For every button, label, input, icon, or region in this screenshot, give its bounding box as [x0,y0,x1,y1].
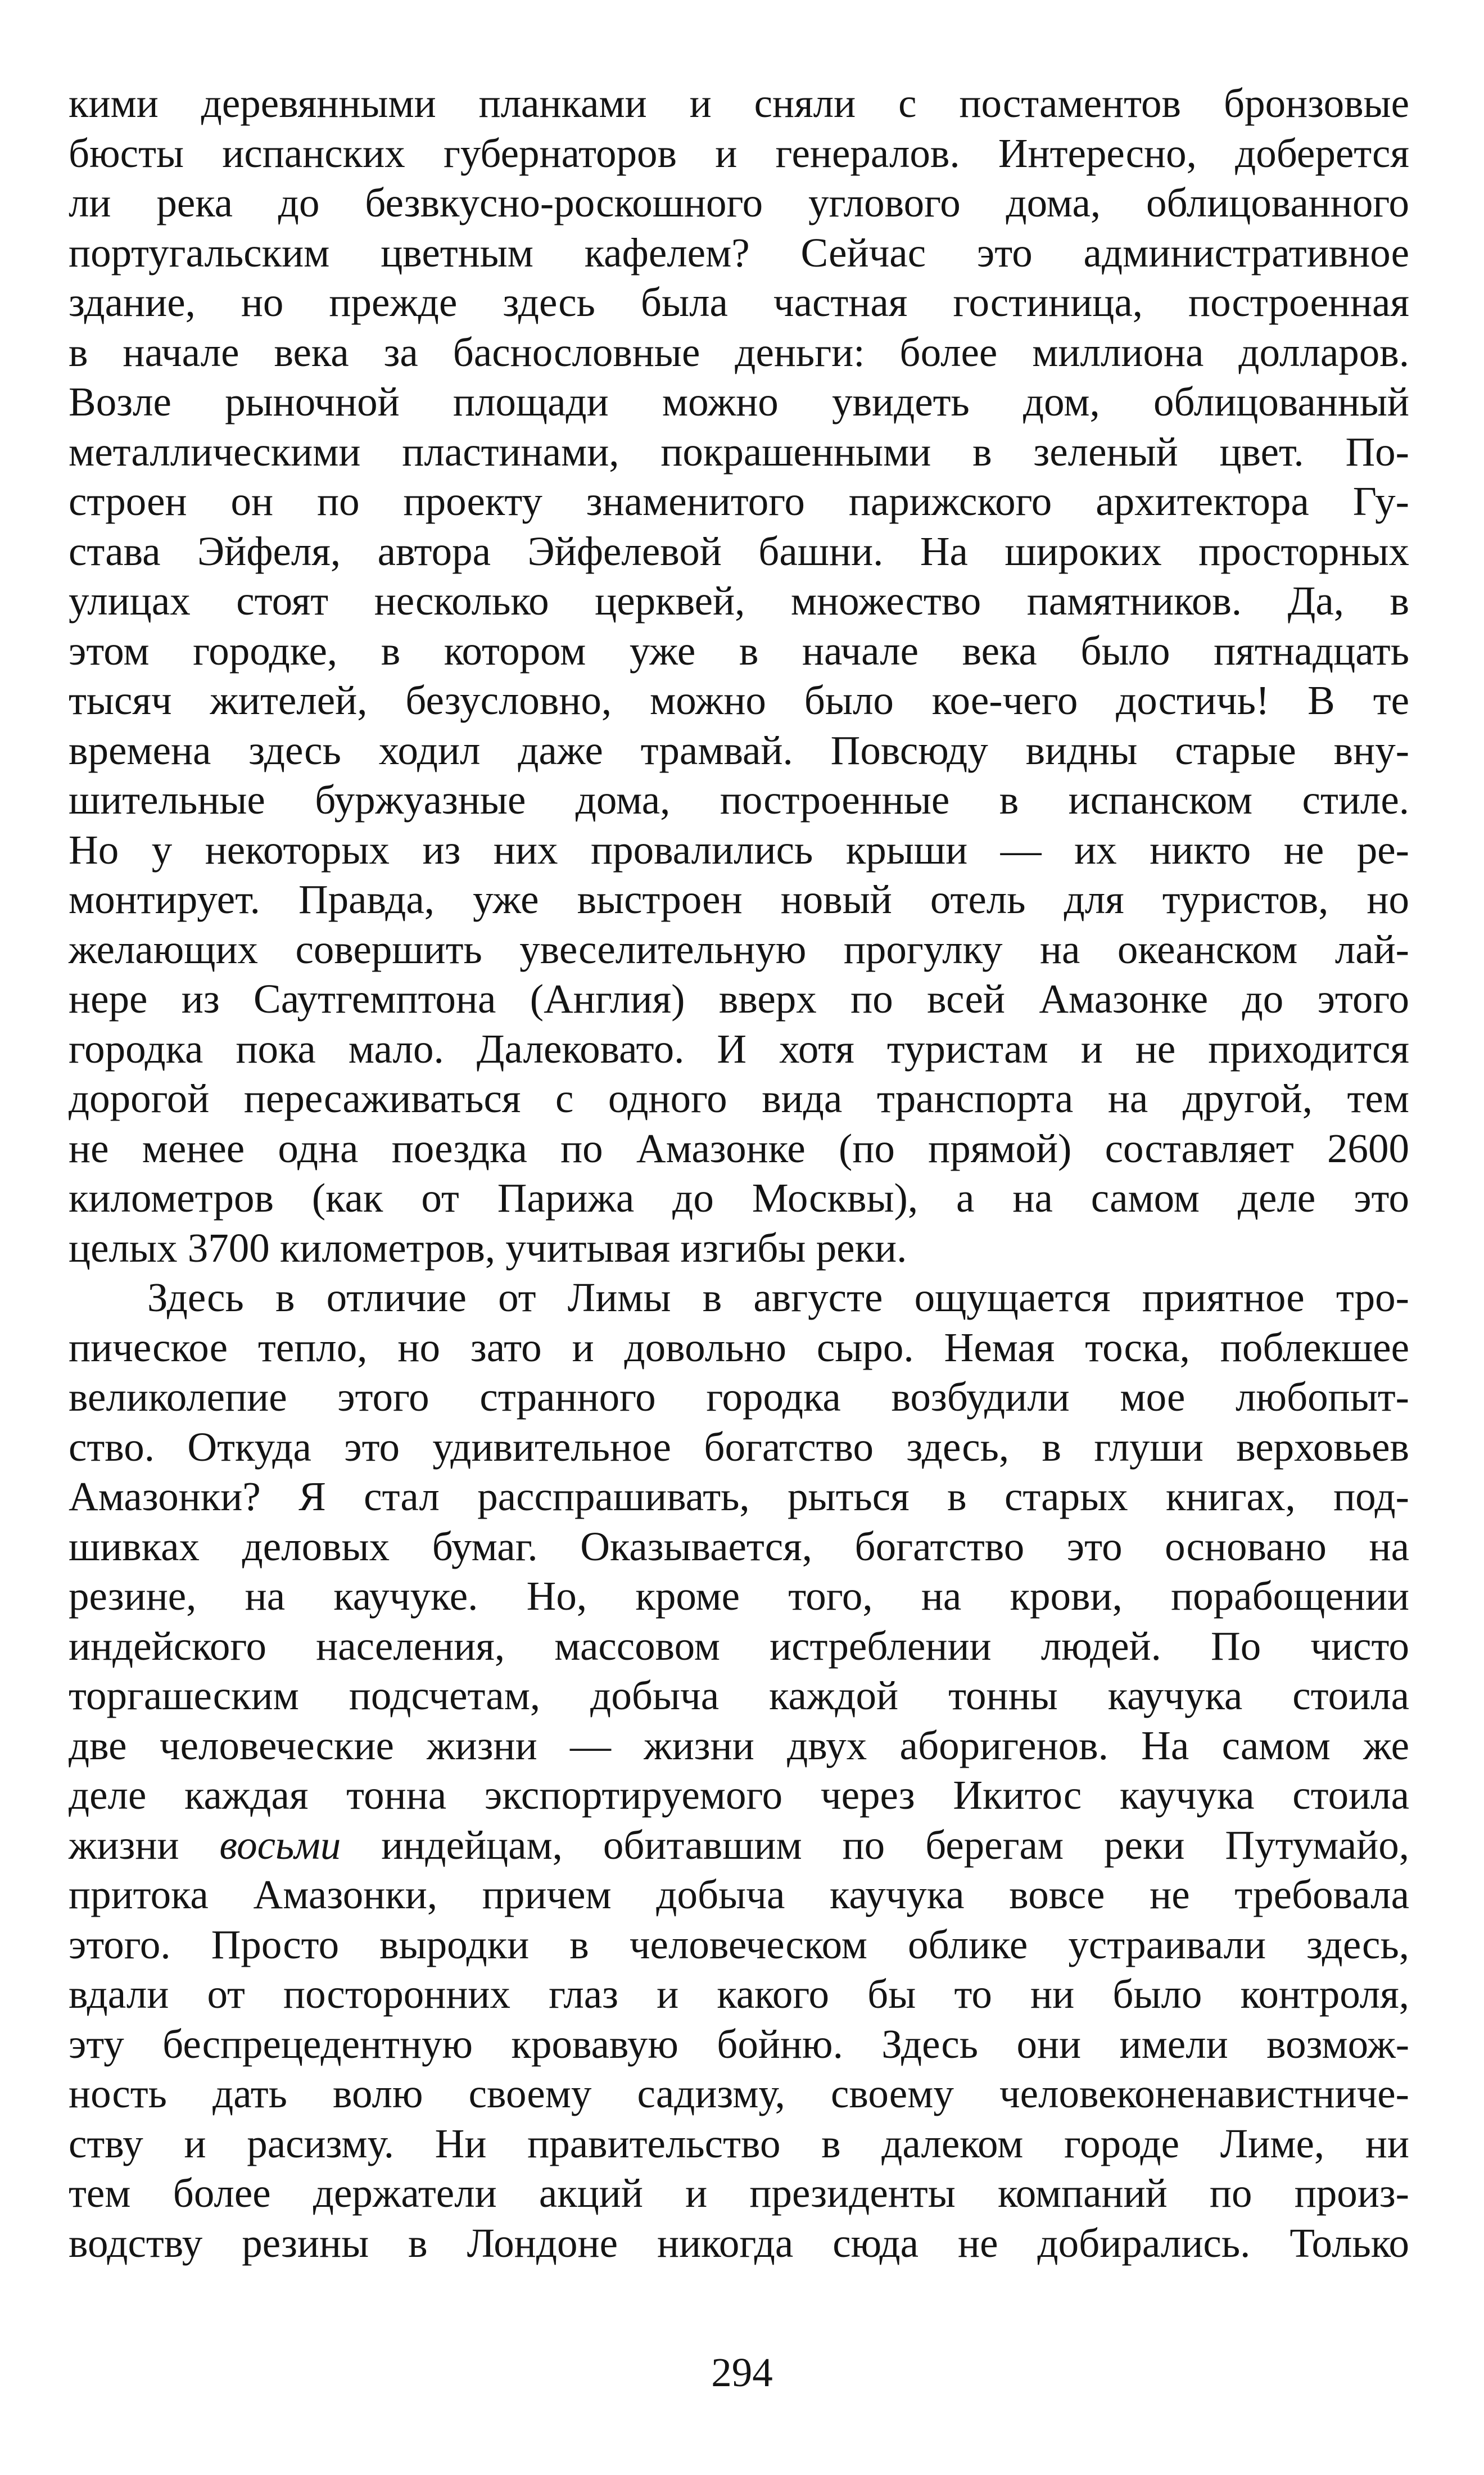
text-line: эту беспрецедентную кровавую бойню. Здесь они имели возмож- [69,2021,1409,2067]
text-line: шительные буржуазные дома, построенные в испанском стиле. [69,777,1409,823]
text-line: шивках деловых бумаг. Оказывается, богатство это основано на [69,1523,1409,1569]
text-line: дорогой пересаживаться с одного вида транспорта на другой, тем [69,1076,1409,1121]
text-line: целых 3700 километров, учитывая изгибы реки. [69,1225,907,1271]
text-line: пическое тепло, но зато и довольно сыро. Немая тоска, поблекшее [69,1324,1409,1370]
text-line: торгашеским подсчетам, добыча каждой тонны каучука стоила [69,1673,1409,1718]
text-line: этого. Просто выродки в человеческом облике устраивали здесь, [69,1921,1409,1967]
text-line: городка пока мало. Далековато. И хотя туристам и не приходится [69,1026,1409,1072]
text-line: металлическими пластинами, покрашенными в зеленый цвет. По- [69,428,1409,475]
text-line: не менее одна поездка по Амазонке (по прямой) составляет 2600 [69,1125,1409,1171]
text-line: ли река до безвкусно-роскошного углового дома, облицованного [69,180,1409,225]
paragraph-1 [69,79,1409,1273]
text-line: притока Амазонки, причем добыча каучука вовсе не требовала [69,1872,1409,1917]
text-line: водству резины в Лондоне никогда сюда не добирались. Только [69,2220,1409,2266]
text-line: две человеческие жизни — жизни двух аборигенов. На самом же [69,1722,1409,1768]
text-line: улицах стоят несколько церквей, множество памятников. Да, в [69,578,1409,624]
line-text-after: индейцам, обитавшим по берегам реки Путумайо, [341,1822,1409,1868]
text-line: португальским цветным кафелем? Сейчас это административное [69,229,1409,275]
text-line: нере из Саутгемптона (Англия) вверх по всей Амазонке до этого [69,976,1409,1022]
text-line: индейского населения, массовом истреблении людей. По чисто [69,1623,1409,1669]
paragraph-2 [69,1273,1409,2268]
text-line-with-emphasis [69,1821,1409,1871]
text-line: в начале века за баснословные деньги: более миллиона долларов. [69,329,1409,375]
text-line: великолепие этого странного городка возбудили мое любопыт- [69,1374,1409,1420]
text-line: желающих совершить увеселительную прогулку на океанском лай- [69,926,1409,972]
text-line: километров (как от Парижа до Москвы), а на самом деле это [69,1175,1409,1221]
text-line: тысяч жителей, безусловно, можно было кое-чего достичь! В те [69,678,1409,723]
page-number: 294 [711,2350,773,2395]
text-line: этом городке, в котором уже в начале века было пятнадцать [69,627,1409,674]
text-line: тем более держатели акций и президенты компаний по произ- [69,2170,1409,2216]
text-line: ству и расизму. Ни правительство в далеком городе Лиме, ни [69,2120,1409,2166]
line-text-before: жизни [69,1822,220,1868]
text-line: времена здесь ходил даже трамвай. Повсюду видны старые вну- [69,727,1409,773]
text-line: става Эйфеля, автора Эйфелевой башни. На широких просторных [69,528,1409,574]
text-line: строен он по проекту знаменитого парижского архитектора Гу- [69,478,1409,524]
text-line: Здесь в отличие от Лимы в августе ощущается приятное тро- [147,1275,1409,1320]
text-line: ство. Откуда это удивительное богатство здесь, в глуши верховьев [69,1424,1409,1470]
text-line: Возле рыночной площади можно увидеть дом, облицованный [69,379,1409,424]
italic-emphasis: восьми [219,1822,341,1868]
text-line: Но у некоторых из них провалились крыши — их никто не ре- [69,826,1409,873]
text-line: вдали от посторонних глаз и какого бы то ни было контроля, [69,1971,1409,2017]
text-line: кими деревянными планками и сняли с постаментов бронзовые [69,80,1409,126]
text-line: бюсты испанских губернаторов и генералов. Интересно, доберется [69,130,1409,176]
text-line: резине, на каучуке. Но, кроме того, на крови, порабощении [69,1573,1409,1619]
text-line: деле каждая тонна экспортируемого через Икитос каучука стоила [69,1772,1409,1818]
text-line: ность дать волю своему садизму, своему человеконенавистниче- [69,2071,1409,2116]
body-text [69,79,1409,2268]
text-line: монтирует. Правда, уже выстроен новый отель для туристов, но [69,877,1409,922]
text-line: здание, но прежде здесь была частная гостиница, построенная [69,279,1409,325]
text-line: Амазонки? Я стал расспрашивать, рыться в старых книгах, под- [69,1474,1409,1519]
